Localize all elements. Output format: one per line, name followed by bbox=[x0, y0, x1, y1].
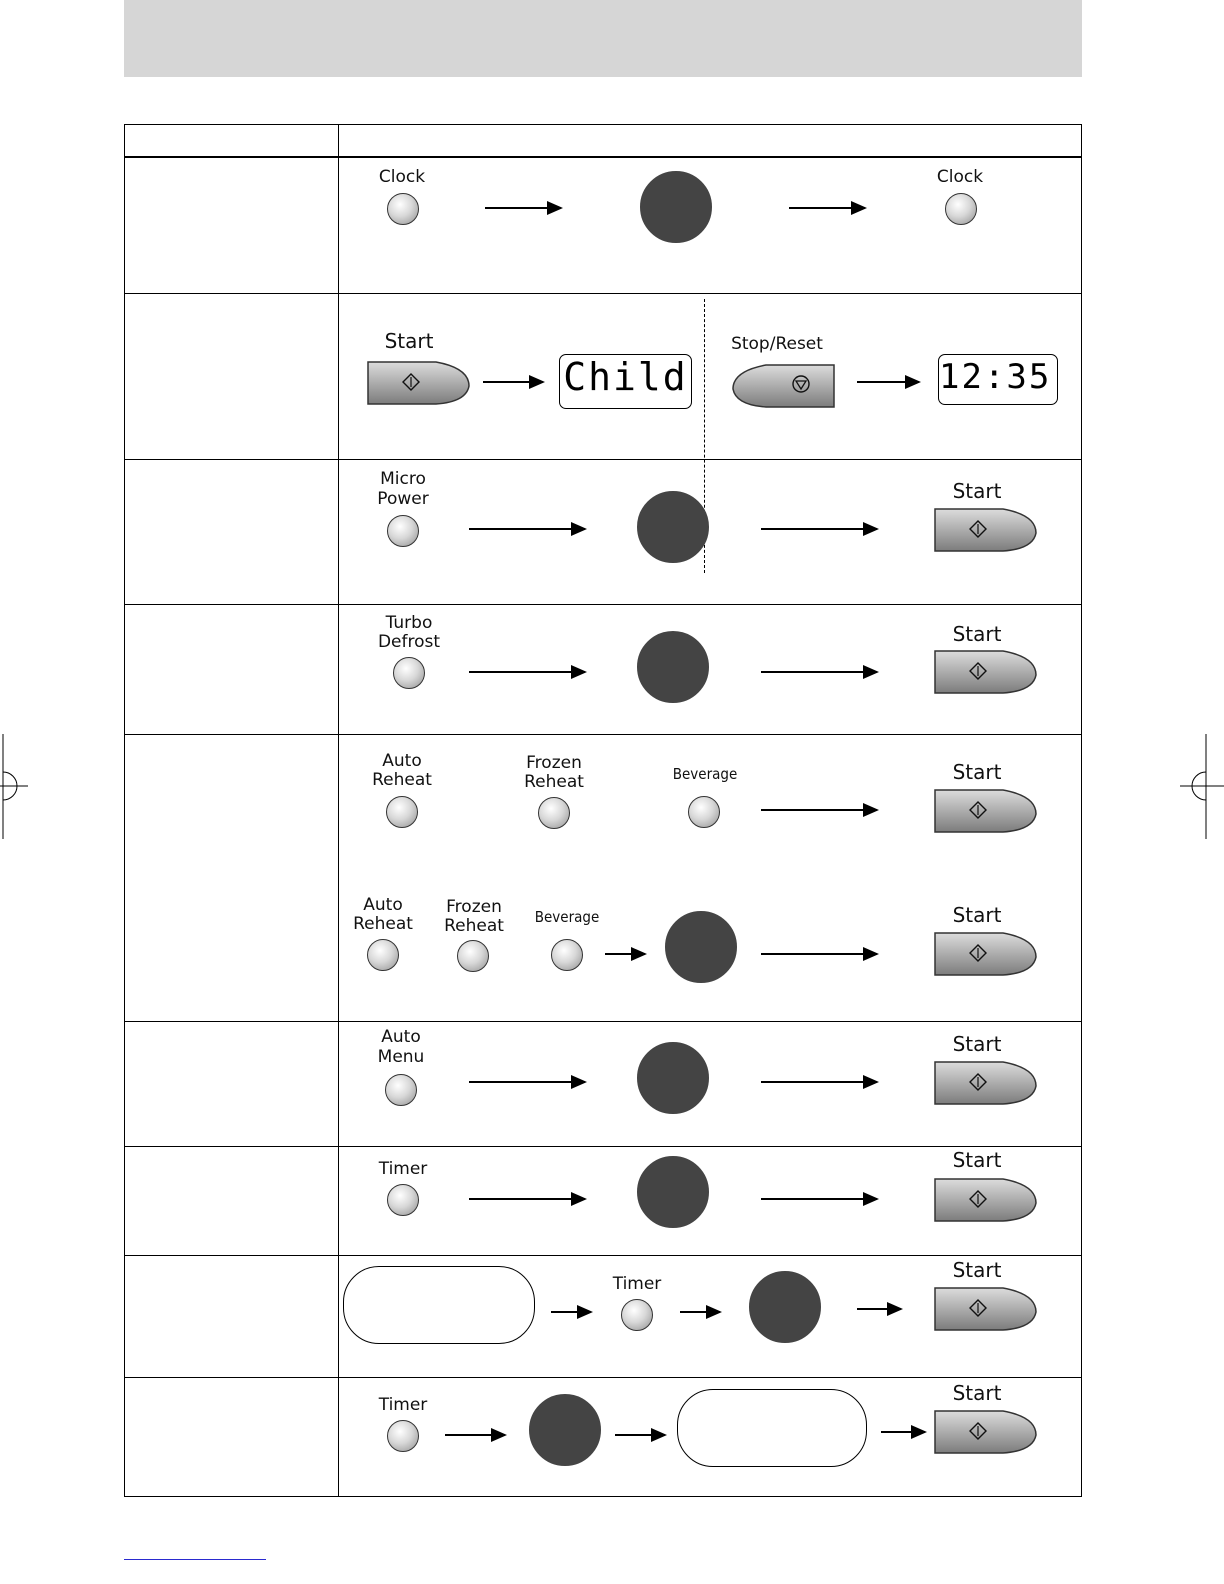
timer-button-3[interactable] bbox=[387, 1420, 419, 1452]
dial-knob[interactable] bbox=[665, 911, 737, 983]
clock-button-2[interactable] bbox=[945, 193, 977, 225]
arrow-right bbox=[761, 528, 877, 530]
timer-label-3: Timer bbox=[378, 1395, 428, 1415]
start-label: Start bbox=[952, 1148, 1002, 1172]
frozen-reheat-label-1b: Frozen bbox=[446, 897, 502, 917]
auto-menu-label-2: Menu bbox=[377, 1047, 425, 1067]
micro-power-label-1: Micro bbox=[380, 469, 426, 489]
auto-reheat-button-2[interactable] bbox=[367, 939, 399, 971]
timer-label: Timer bbox=[378, 1159, 428, 1179]
clock-button-label: Clock bbox=[378, 167, 426, 187]
table-header-row bbox=[125, 125, 1081, 158]
arrow-right bbox=[761, 953, 877, 955]
auto-reheat-label-1b: Auto bbox=[363, 895, 403, 915]
start-label: Start bbox=[952, 903, 1002, 927]
micro-power-button[interactable] bbox=[387, 515, 419, 547]
start-button[interactable] bbox=[933, 1407, 1037, 1455]
arrow-right bbox=[761, 809, 877, 811]
frozen-reheat-label-2b: Reheat bbox=[444, 916, 504, 936]
lcd-display-time: 12:35 bbox=[938, 354, 1058, 405]
row-micro-power bbox=[125, 459, 1081, 460]
arrow-right bbox=[483, 381, 543, 383]
arrow-right bbox=[469, 1198, 585, 1200]
dial-knob[interactable] bbox=[749, 1271, 821, 1343]
start-button[interactable] bbox=[933, 786, 1037, 834]
start-label: Start bbox=[952, 1258, 1002, 1282]
arrow-right bbox=[761, 1081, 877, 1083]
beverage-label: Beverage bbox=[672, 765, 738, 783]
arrow-right bbox=[761, 1198, 877, 1200]
column-divider bbox=[338, 125, 339, 1496]
start-button[interactable] bbox=[933, 1284, 1037, 1332]
auto-reheat-button[interactable] bbox=[386, 796, 418, 828]
dial-knob[interactable] bbox=[637, 491, 709, 563]
auto-reheat-label-2b: Reheat bbox=[353, 914, 413, 934]
start-button[interactable] bbox=[933, 929, 1037, 977]
dial-knob[interactable] bbox=[640, 171, 712, 243]
frozen-reheat-button[interactable] bbox=[538, 797, 570, 829]
frozen-reheat-label-1: Frozen bbox=[526, 753, 582, 773]
beverage-label-2: Beverage bbox=[534, 908, 600, 926]
dial-knob[interactable] bbox=[637, 1042, 709, 1114]
auto-reheat-label-1: Auto bbox=[382, 751, 422, 771]
row-child-lock bbox=[125, 293, 1081, 294]
arrow-right bbox=[857, 381, 919, 383]
auto-reheat-label-2: Reheat bbox=[372, 770, 432, 790]
crop-mark-left bbox=[0, 734, 30, 839]
timer-button-2[interactable] bbox=[621, 1299, 653, 1331]
arrow-right bbox=[445, 1434, 505, 1436]
arrow-right bbox=[551, 1311, 591, 1313]
start-label: Start bbox=[952, 479, 1002, 503]
auto-menu-label-1: Auto bbox=[381, 1027, 421, 1047]
header-band bbox=[124, 0, 1082, 77]
start-button[interactable] bbox=[933, 1175, 1037, 1223]
operation-table bbox=[124, 124, 1082, 1497]
dial-knob[interactable] bbox=[529, 1394, 601, 1466]
clock-button[interactable] bbox=[387, 193, 419, 225]
arrow-right bbox=[881, 1431, 925, 1433]
start-button[interactable] bbox=[933, 647, 1037, 695]
beverage-button-2[interactable] bbox=[551, 939, 583, 971]
stop-reset-button[interactable] bbox=[732, 361, 836, 409]
start-label-child: Start bbox=[384, 329, 434, 353]
start-label: Start bbox=[952, 1381, 1002, 1405]
arrow-right bbox=[605, 953, 645, 955]
timer-label-2: Timer bbox=[612, 1274, 662, 1294]
clock-button-label-2: Clock bbox=[936, 167, 984, 187]
dial-knob[interactable] bbox=[637, 1156, 709, 1228]
arrow-right bbox=[789, 207, 865, 209]
arrow-right bbox=[469, 1081, 585, 1083]
footer-link-underline bbox=[124, 1559, 266, 1560]
turbo-defrost-button[interactable] bbox=[393, 657, 425, 689]
row-turbo-defrost bbox=[125, 604, 1081, 605]
row-timer-then-cook bbox=[125, 1377, 1081, 1378]
row-cook-then-timer bbox=[125, 1255, 1081, 1256]
timer-button[interactable] bbox=[387, 1184, 419, 1216]
arrow-right bbox=[761, 671, 877, 673]
frozen-reheat-button-2[interactable] bbox=[457, 940, 489, 972]
cooking-program-placeholder bbox=[343, 1266, 535, 1344]
row-reheat bbox=[125, 734, 1081, 735]
start-label: Start bbox=[952, 1032, 1002, 1056]
cooking-program-placeholder bbox=[677, 1389, 867, 1467]
turbo-defrost-label-1: Turbo bbox=[385, 613, 433, 633]
arrow-right bbox=[615, 1434, 665, 1436]
start-button[interactable] bbox=[933, 1058, 1037, 1106]
start-button[interactable] bbox=[366, 358, 470, 406]
stop-reset-label: Stop/Reset bbox=[731, 334, 823, 354]
start-label: Start bbox=[952, 760, 1002, 784]
beverage-button[interactable] bbox=[688, 796, 720, 828]
arrow-right bbox=[857, 1308, 901, 1310]
arrow-right bbox=[469, 671, 585, 673]
turbo-defrost-label-2: Defrost bbox=[377, 632, 441, 652]
start-label: Start bbox=[952, 622, 1002, 646]
arrow-right bbox=[469, 528, 585, 530]
auto-menu-button[interactable] bbox=[385, 1074, 417, 1106]
dial-knob[interactable] bbox=[637, 631, 709, 703]
frozen-reheat-label-2: Reheat bbox=[524, 772, 584, 792]
arrow-right bbox=[680, 1311, 720, 1313]
micro-power-label-2: Power bbox=[377, 489, 429, 509]
crop-mark-right bbox=[1180, 734, 1224, 839]
lcd-display-child: Child bbox=[559, 354, 692, 409]
start-button[interactable] bbox=[933, 505, 1037, 553]
arrow-right bbox=[485, 207, 561, 209]
row-timer bbox=[125, 1146, 1081, 1147]
row-auto-menu bbox=[125, 1021, 1081, 1022]
